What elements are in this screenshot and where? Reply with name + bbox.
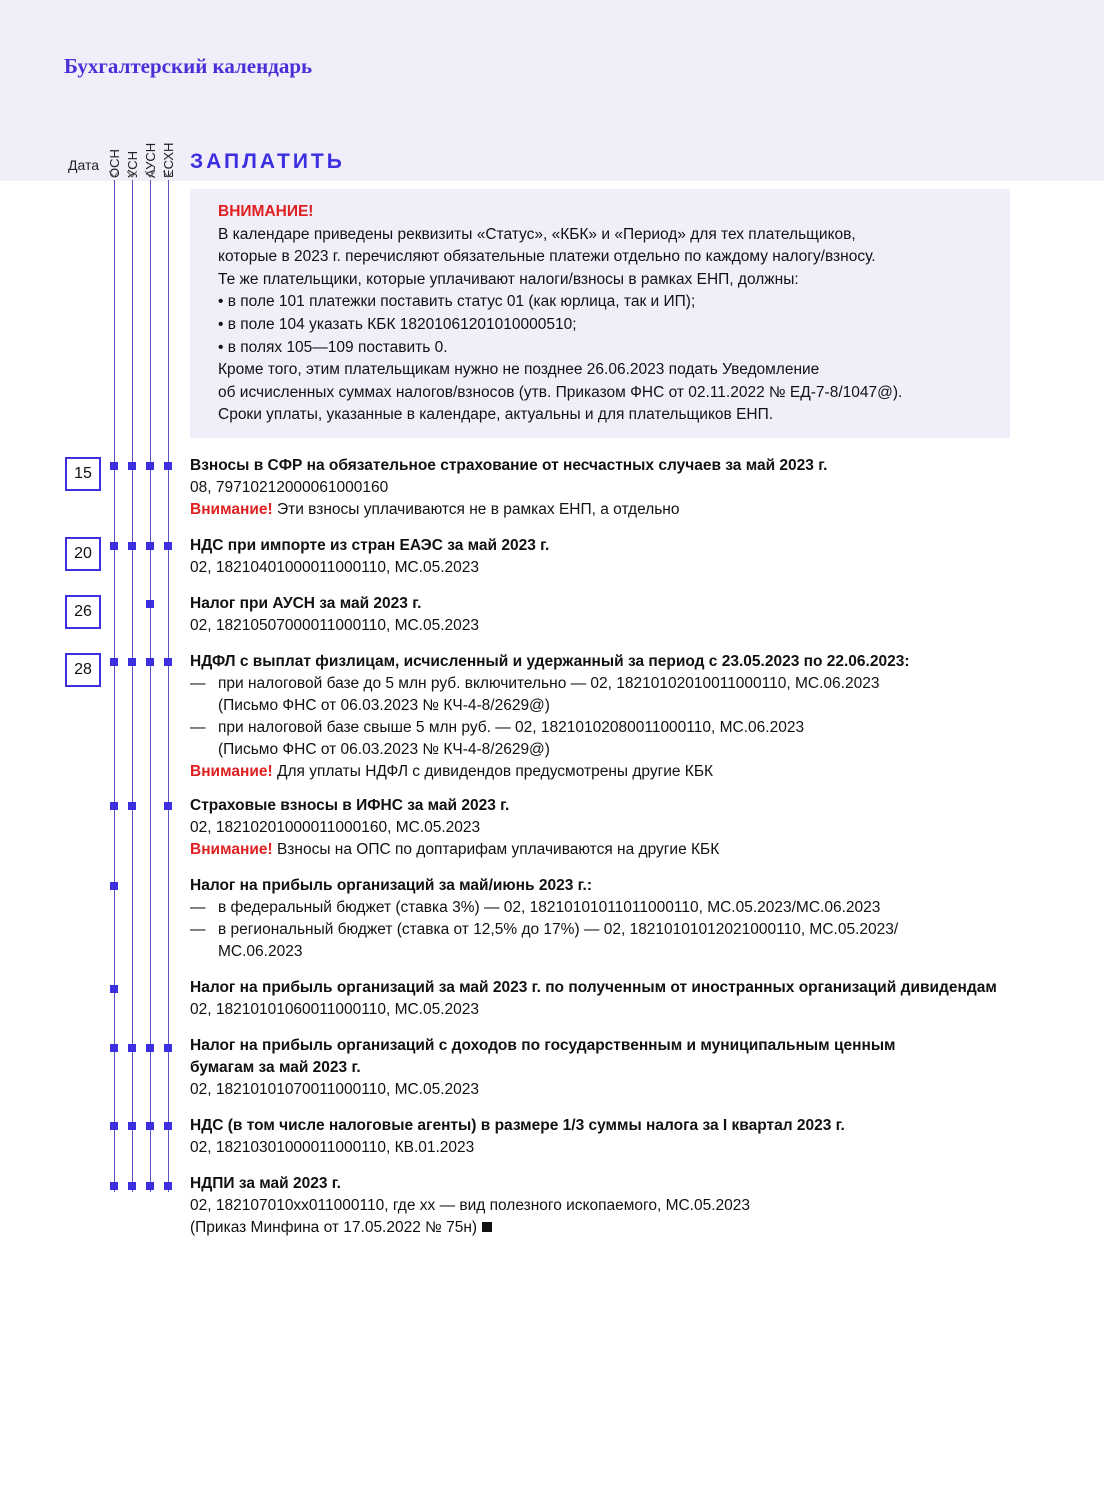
brand-title: Бухгалтерский календарь bbox=[64, 54, 313, 78]
marker-ausn bbox=[146, 1044, 154, 1052]
date-column-label: Дата bbox=[68, 157, 100, 173]
marker-osn bbox=[110, 985, 118, 993]
end-mark-icon bbox=[482, 1222, 492, 1232]
marker-eskhn bbox=[164, 1044, 172, 1052]
entry-ausn-tax bbox=[190, 593, 1020, 637]
marker-usn bbox=[128, 1122, 136, 1130]
date-box-15: 15 bbox=[65, 457, 101, 491]
entry-item bbox=[190, 673, 1020, 695]
notice-line: • в поле 101 платежки поставить статус 01 (как юрлица, так и ИП); bbox=[218, 293, 696, 311]
marker-usn bbox=[128, 658, 136, 666]
dash: — bbox=[190, 921, 206, 938]
entry-warning bbox=[190, 761, 1020, 783]
entry-profit-tax bbox=[190, 875, 1020, 963]
timeline-usn bbox=[132, 180, 133, 1192]
notice-line: которые в 2023 г. перечисляют обязательные платежи отдельно по каждому налогу/взносу. bbox=[218, 248, 876, 266]
marker-osn bbox=[110, 462, 118, 470]
notice-line: Сроки уплаты, указанные в календаре, актуальны и для плательщиков ЕНП. bbox=[218, 406, 774, 424]
notice-title: ВНИМАНИЕ! bbox=[218, 203, 314, 220]
column-label-osn: ОСН bbox=[107, 149, 122, 178]
entry-item-text: в региональный бюджет (ставка от 12,5% до 17%) — 02, 18210101012021000110, МС.05.2023/ МС.06.2023 bbox=[218, 921, 899, 960]
notice-line: • в полях 105—109 поставить 0. bbox=[218, 338, 448, 356]
chevron-down-icon bbox=[145, 171, 155, 178]
entry-details: 02, 18210101070011000110, МС.05.2023 bbox=[190, 1081, 480, 1098]
notice-line: • в поле 104 указать КБК 18201061201010000510; bbox=[218, 315, 577, 333]
marker-ausn bbox=[146, 600, 154, 608]
marker-eskhn bbox=[164, 802, 172, 810]
entry-title: Страховые взносы в ИФНС за май 2023 г. bbox=[190, 797, 510, 814]
entry-title: НДФЛ с выплат физлицам, исчисленный и удержанный за период с 23.05.2023 по 22.06.2023: bbox=[190, 653, 910, 670]
entry-insurance-ifns bbox=[190, 795, 1020, 861]
entry-title: Налог на прибыль организаций за май/июнь 2023 г.: bbox=[190, 877, 593, 894]
warning-text: Для уплаты НДФЛ с дивидендов предусмотрены другие КБК bbox=[276, 763, 714, 780]
date-box-20: 20 bbox=[65, 537, 101, 571]
entry-title: Взносы в СФР на обязательное страхование от несчастных случаев за май 2023 г. bbox=[190, 457, 828, 474]
marker-eskhn bbox=[164, 1182, 172, 1190]
marker-usn bbox=[128, 802, 136, 810]
marker-osn bbox=[110, 1182, 118, 1190]
chevron-down-icon bbox=[163, 171, 173, 178]
notice-line: В календаре приведены реквизиты «Статус», «КБК» и «Период» для тех плательщиков, bbox=[218, 225, 856, 243]
entry-profit-tax-dividends bbox=[190, 977, 1020, 1021]
entry-profit-tax-securities bbox=[190, 1035, 950, 1101]
dash: — bbox=[190, 719, 206, 736]
marker-eskhn bbox=[164, 462, 172, 470]
column-label-ausn: АУСН bbox=[143, 142, 158, 178]
marker-ausn bbox=[146, 1122, 154, 1130]
column-label-usn: УСН bbox=[125, 150, 140, 178]
column-label-eskhn: ЕСХН bbox=[161, 142, 176, 178]
entry-item-note: (Письмо ФНС от 06.03.2023 № КЧ-4-8/2629@) bbox=[218, 697, 550, 714]
marker-eskhn bbox=[164, 542, 172, 550]
marker-osn bbox=[110, 802, 118, 810]
entry-item bbox=[190, 897, 1020, 919]
entry-warning bbox=[190, 839, 1020, 861]
marker-osn bbox=[110, 1122, 118, 1130]
entry-vat-import bbox=[190, 535, 1020, 579]
entry-item bbox=[190, 717, 1020, 739]
entry-title: НДС при импорте из стран ЕАЭС за май 2023 г. bbox=[190, 537, 550, 554]
marker-osn bbox=[110, 1044, 118, 1052]
marker-usn bbox=[128, 1182, 136, 1190]
marker-eskhn bbox=[164, 658, 172, 666]
marker-ausn bbox=[146, 658, 154, 666]
marker-osn bbox=[110, 542, 118, 550]
entry-item-note: (Письмо ФНС от 06.03.2023 № КЧ-4-8/2629@) bbox=[218, 741, 550, 758]
timeline-ausn bbox=[150, 180, 151, 1192]
dash: — bbox=[190, 675, 206, 692]
warning-label: Внимание! bbox=[190, 763, 273, 780]
entry-details: (Приказ Минфина от 17.05.2022 № 75н) bbox=[190, 1219, 478, 1236]
entry-title: Налог при АУСН за май 2023 г. bbox=[190, 595, 422, 612]
marker-usn bbox=[128, 1044, 136, 1052]
warning-label: Внимание! bbox=[190, 841, 273, 858]
marker-usn bbox=[128, 462, 136, 470]
entry-details: 02, 18210401000011000110, МС.05.2023 bbox=[190, 559, 480, 576]
marker-ausn bbox=[146, 542, 154, 550]
warning-text: Эти взносы уплачиваются не в рамках ЕНП, а отдельно bbox=[276, 501, 680, 518]
dash: — bbox=[190, 899, 206, 916]
entry-title: Налог на прибыль организаций с доходов по государственным и муниципальным ценным бумагам за май 2023 г. bbox=[190, 1037, 896, 1076]
entry-title: НДПИ за май 2023 г. bbox=[190, 1175, 341, 1192]
marker-eskhn bbox=[164, 1122, 172, 1130]
entry-title: НДС (в том числе налоговые агенты) в размере 1/3 суммы налога за I квартал 2023 г. bbox=[190, 1117, 845, 1134]
entry-vat-quarter bbox=[190, 1115, 1020, 1159]
entry-ndpi bbox=[190, 1173, 1020, 1239]
chevron-down-icon bbox=[127, 171, 137, 178]
entry-accident-insurance bbox=[190, 455, 1020, 521]
notice-line: Кроме того, этим плательщикам нужно не позднее 26.06.2023 подать Уведомление bbox=[218, 361, 820, 379]
entry-warning bbox=[190, 499, 1020, 521]
entry-item-text: в федеральный бюджет (ставка 3%) — 02, 18210101011011000110, МС.05.2023/МС.06.2023 bbox=[218, 899, 881, 916]
entry-title: Налог на прибыль организаций за май 2023 г. по полученным от иностранных организаций дивидендам bbox=[190, 979, 997, 996]
notice-box bbox=[190, 189, 1010, 438]
date-box-26: 26 bbox=[65, 595, 101, 629]
timeline-osn bbox=[114, 180, 115, 1192]
timeline-eskhn bbox=[168, 180, 169, 1192]
date-box-28: 28 bbox=[65, 653, 101, 687]
chevron-down-icon bbox=[109, 171, 119, 178]
entry-item-text: при налоговой базе до 5 млн руб. включительно — 02, 18210102010011000110, МС.06.2023 bbox=[218, 675, 880, 692]
entry-details: 02, 182107010xx011000110, где xx — вид полезного ископаемого, МС.05.2023 bbox=[190, 1197, 751, 1214]
entry-details: 02, 18210301000011000110, КВ.01.2023 bbox=[190, 1139, 475, 1156]
entry-ndfl bbox=[190, 651, 1020, 783]
section-title: ЗАПЛАТИТЬ bbox=[190, 150, 345, 173]
entry-item-text: при налоговой базе свыше 5 млн руб. — 02, 18210102080011000110, МС.06.2023 bbox=[218, 719, 805, 736]
entry-details: 02, 18210507000011000110, МС.05.2023 bbox=[190, 617, 480, 634]
marker-ausn bbox=[146, 1182, 154, 1190]
entry-details: 08, 79710212000061000160 bbox=[190, 479, 389, 496]
entry-details-row bbox=[190, 1217, 1020, 1239]
notice-line: Те же плательщики, которые уплачивают налоги/взносы в рамках ЕНП, должны: bbox=[218, 270, 799, 288]
marker-osn bbox=[110, 882, 118, 890]
marker-osn bbox=[110, 658, 118, 666]
entry-details: 02, 18210201000011000160, МС.05.2023 bbox=[190, 819, 481, 836]
marker-usn bbox=[128, 542, 136, 550]
entry-item bbox=[190, 919, 1020, 963]
warning-text: Взносы на ОПС по доптарифам уплачиваются на другие КБК bbox=[276, 841, 720, 858]
marker-ausn bbox=[146, 462, 154, 470]
warning-label: Внимание! bbox=[190, 501, 273, 518]
entry-details: 02, 18210101060011000110, МС.05.2023 bbox=[190, 1001, 480, 1018]
notice-line: об исчисленных суммах налогов/взносов (утв. Приказом ФНС от 02.11.2022 № ЕД-7-8/1047@). bbox=[218, 383, 903, 401]
